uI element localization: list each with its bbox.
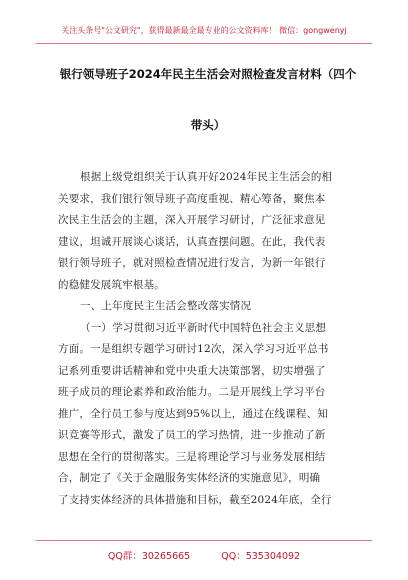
body-line: 建议，坦诚开展谈心谈话，认真查摆问题。在此，我代表 xyxy=(58,235,326,248)
body-line: 班子成员的理论素养和政治能力。二是开展线上学习平台 xyxy=(58,386,326,398)
footer-divider xyxy=(36,540,372,541)
section-heading: 一、上年度民主生活会整改落实情况 xyxy=(80,300,252,312)
footer-qq-group: QQ群：30265665 xyxy=(107,551,191,562)
body-line: 识竞赛等形式，激发了员工的学习热情，进一步推动了新 xyxy=(58,429,326,441)
body-line: 了支持实体经济的具体措施和目标，截至2024年底，全行 xyxy=(58,493,332,506)
document-body xyxy=(58,167,358,511)
body-line: 次民主生活会的主题，深入开展学习研讨，广泛征求意见 xyxy=(58,214,326,226)
footer-contact xyxy=(0,548,408,562)
body-line: 记系列重要讲话精神和党中央重大决策部署，切实增强了 xyxy=(58,364,326,377)
title-line-1: 银行领导班子2024年民主生活会对照检查发言材料（四个 xyxy=(59,67,357,81)
body-line: 根据上级党组织关于认真开好2024年民主生活会的相 xyxy=(80,171,333,183)
body-line: （一）学习贯彻习近平新时代中国特色社会主义思想 xyxy=(80,321,327,334)
body-line: 的稳健发展筑牢根基。 xyxy=(58,278,165,291)
title-line-2: 带头） xyxy=(190,118,226,132)
body-line: 银行领导班子，就对照检查情况进行发言，为新一年银行 xyxy=(58,257,326,269)
header-notice: 关注头条号"公文研究"，获得最新最全最专业的公文资料库！ 微信：gongwenyj xyxy=(61,26,347,35)
body-line: 方面。一是组织专题学习研讨12次，深入学习习近平总书 xyxy=(58,343,329,355)
footer-qq: QQ：535304092 xyxy=(221,551,301,562)
body-line: 推广，全行员工参与度达到95%以上，通过在线课程、知 xyxy=(58,407,329,420)
body-line: 关要求，我们银行领导班子高度重视、精心筹备，聚焦本 xyxy=(58,192,326,205)
body-line: 合，制定了《关于金融服务实体经济的实施意见》，明确 xyxy=(58,472,321,484)
document-title xyxy=(58,66,358,133)
body-line: 思想在全行的贯彻落实。三是将理论学习与业务发展相结 xyxy=(58,450,326,463)
header-divider xyxy=(36,43,372,44)
